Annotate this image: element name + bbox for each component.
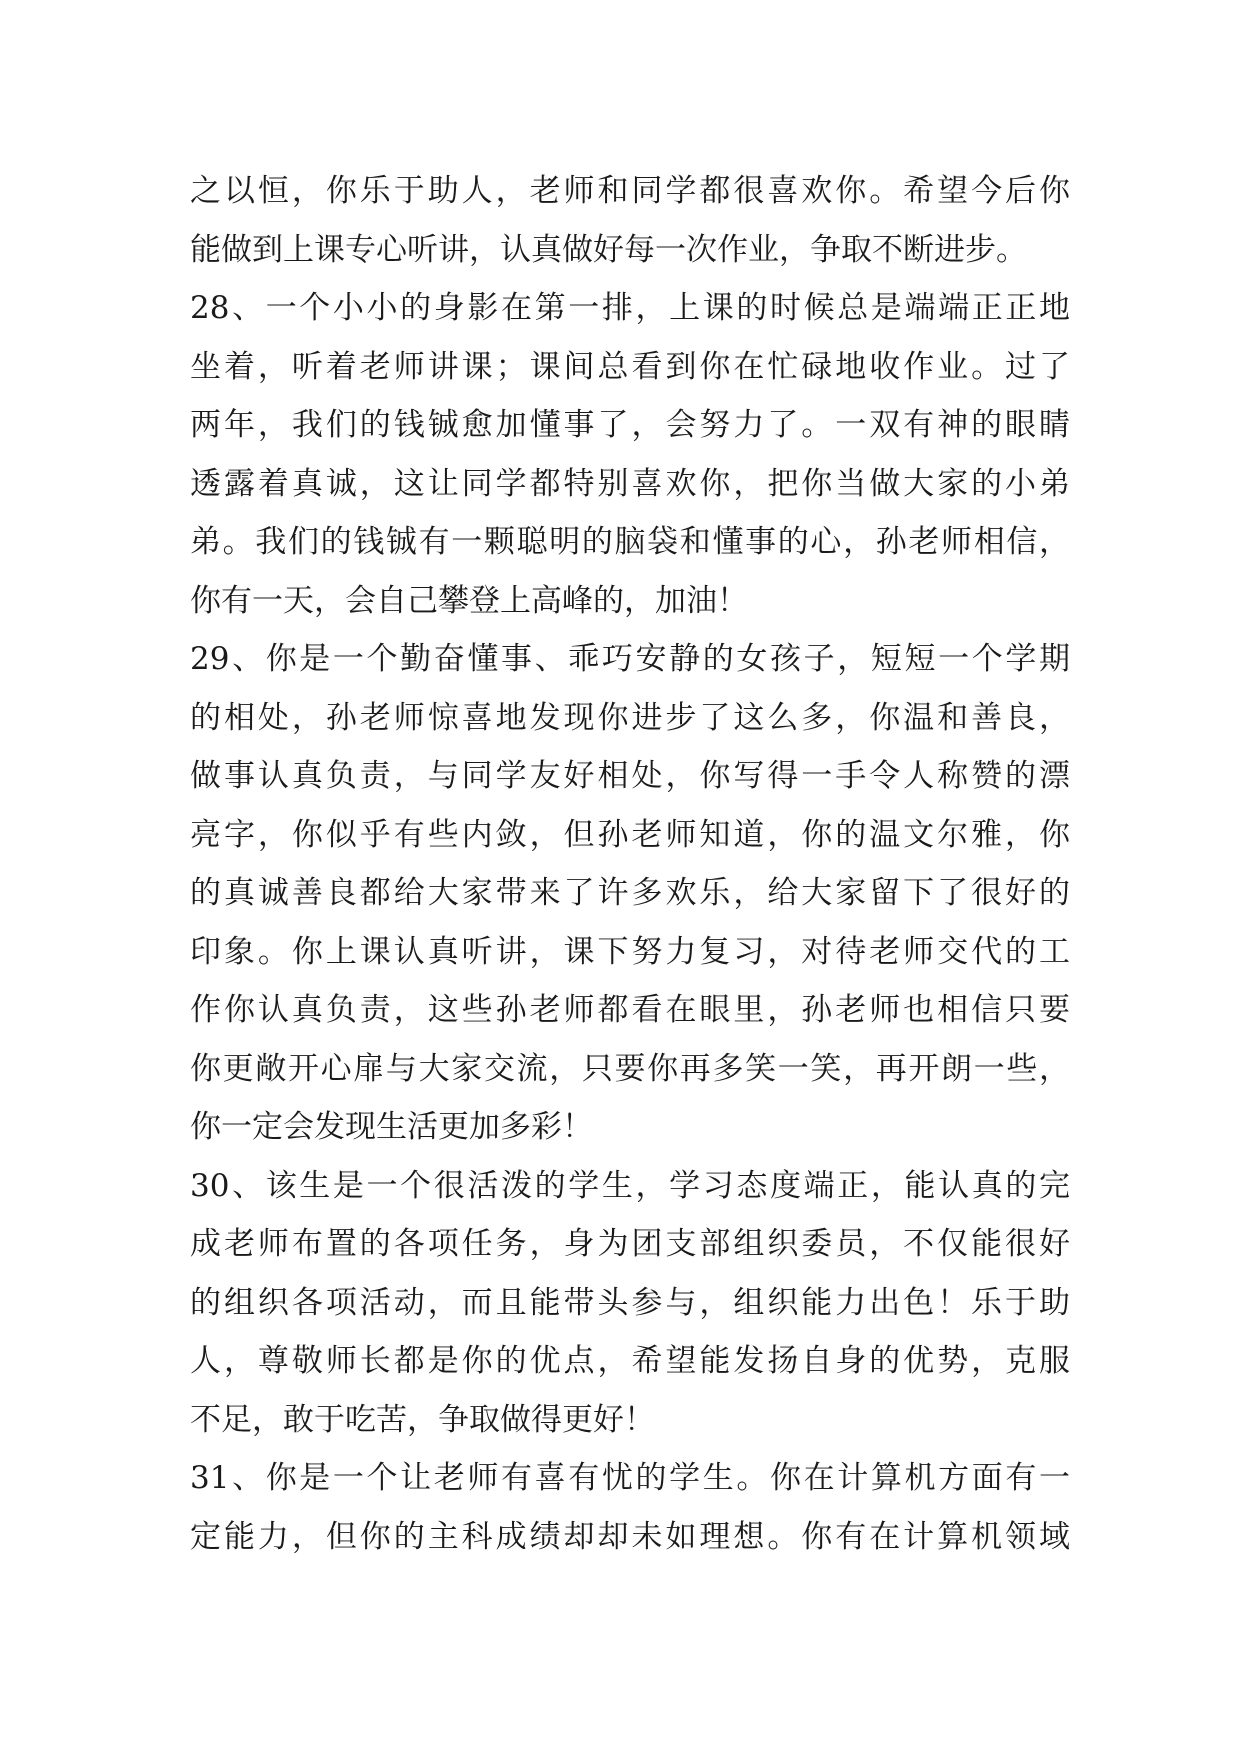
- text-line: 你更敞开心扉与大家交流，只要你再多笑一笑，再开朗一些，: [190, 1050, 1070, 1087]
- text-line: 31、你是一个让老师有喜有忧的学生。你在计算机方面有一: [190, 1460, 1070, 1496]
- text-line: 坐着，听着老师讲课；课间总看到你在忙碌地收作业。过了: [190, 348, 1070, 385]
- text-line: 两年，我们的钱铖愈加懂事了，会努力了。一双有神的眼睛: [190, 407, 1070, 443]
- text-line: 定能力，但你的主科成绩却却未如理想。你有在计算机领域: [190, 1518, 1070, 1555]
- text-line: 的组织各项活动，而且能带头参与，组织能力出色！乐于助: [190, 1284, 1070, 1321]
- text-line: 弟。我们的钱铖有一颗聪明的脑袋和懂事的心，孙老师相信，: [190, 524, 1070, 560]
- text-line: 能做到上课专心听讲，认真做好每一次作业，争取不断进步。: [190, 231, 1027, 268]
- text-line: 透露着真诚，这让同学都特别喜欢你，把你当做大家的小弟: [190, 465, 1070, 502]
- text-line: 不足，敢于吃苦，争取做得更好！: [190, 1401, 655, 1438]
- text-line: 你一定会发现生活更加多彩！: [190, 1109, 593, 1145]
- text-line: 30、该生是一个很活泼的学生，学习态度端正，能认真的完: [190, 1167, 1070, 1204]
- text-line: 29、你是一个勤奋懂事、乖巧安静的女孩子，短短一个学期: [190, 641, 1070, 677]
- document-body: [190, 162, 1070, 1566]
- text-line: 做事认真负责，与同学友好相处，你写得一手令人称赞的漂: [190, 758, 1070, 794]
- text-line: 你有一天，会自己攀登上高峰的，加油！: [190, 582, 748, 619]
- text-line: 人，尊敬师长都是你的优点，希望能发扬自身的优势，克服: [190, 1343, 1070, 1379]
- text-line: 的相处，孙老师惊喜地发现你进步了这么多，你温和善良，: [190, 699, 1070, 736]
- text-line: 成老师布置的各项任务，身为团支部组织委员，不仅能很好: [190, 1226, 1070, 1262]
- text-line: 作你认真负责，这些孙老师都看在眼里，孙老师也相信只要: [190, 992, 1070, 1028]
- text-line: 亮字，你似乎有些内敛，但孙老师知道，你的温文尔雅，你: [190, 816, 1070, 853]
- text-line: 的真诚善良都给大家带来了许多欢乐，给大家留下了很好的: [190, 875, 1070, 911]
- text-line: 28、一个小小的身影在第一排，上课的时候总是端端正正地: [190, 290, 1070, 326]
- text-line: 之以恒，你乐于助人，老师和同学都很喜欢你。希望今后你: [190, 173, 1070, 209]
- text-line: 印象。你上课认真听讲，课下努力复习，对待老师交代的工: [190, 933, 1070, 970]
